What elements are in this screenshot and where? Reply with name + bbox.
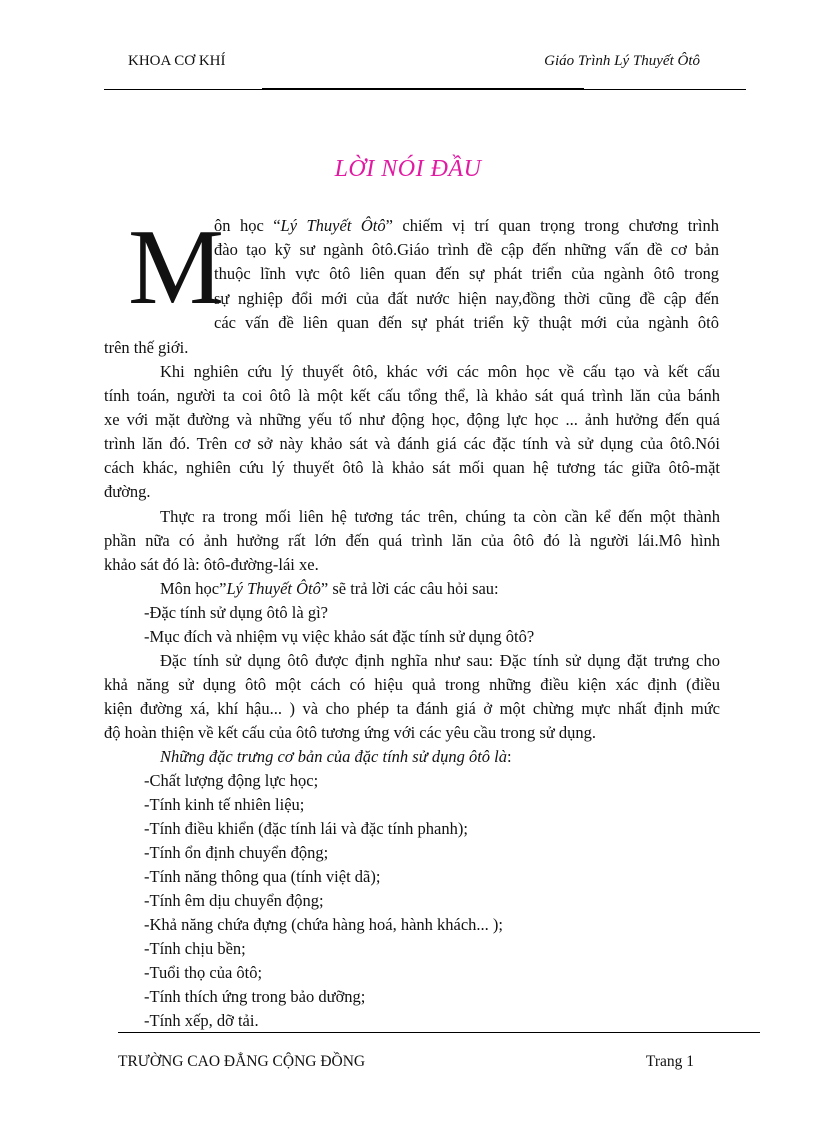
text-run: ” chiếm vị trí quan trọng trong chương trình <box>385 216 719 235</box>
drop-cap: M <box>128 208 225 327</box>
page-number: Trang 1 <box>645 1053 694 1070</box>
list-item: -Khả năng chứa đựng (chứa hàng hoá, hành khách... ); <box>144 915 503 934</box>
list-item: -Tuổi thọ của ôtô; <box>144 963 263 982</box>
footer-school: TRƯỜNG CAO ĐẲNG CỘNG ĐỒNG <box>118 1053 366 1070</box>
intro-line: trên thế giới. <box>104 338 189 357</box>
paragraph-line: Thực ra trong mối liên hệ tương tác trên, chúng ta còn cần kể đến một thành <box>160 507 720 526</box>
course-name: Lý Thuyết Ôtô <box>280 216 386 235</box>
paragraph-line: phần nữa có ảnh hưởng rất lớn đến quá trình lăn của ôtô đó là người lái.Mô hình <box>104 531 720 550</box>
list-item: -Tính chịu bền; <box>144 939 246 958</box>
list-item: -Tính xếp, dỡ tải. <box>144 1011 259 1030</box>
list-item: -Tính ổn định chuyển động; <box>144 843 329 862</box>
list-item: -Tính điều khiển (đặc tính lái và đặc tính phanh); <box>144 819 468 838</box>
intro-line: sự nghiệp đổi mới của đất nước hiện nay,đồng thời cũng đề cập đến <box>214 289 719 308</box>
paragraph-line: Đặc tính sử dụng ôtô được định nghĩa như sau: Đặc tính sử dụng đặt trưng cho <box>160 651 720 670</box>
paragraph-line: xe với mặt đường và những yếu tố như động học, động lực học ... ảnh hưởng đến quá <box>104 410 720 429</box>
list-item: -Tính êm dịu chuyển động; <box>144 891 324 910</box>
question-item: -Mục đích và nhiệm vụ việc khảo sát đặc tính sử dụng ôtô? <box>144 627 535 646</box>
paragraph-line: đường. <box>104 482 151 501</box>
text-run: ôn học “ <box>214 216 281 235</box>
course-name: Lý Thuyết Ôtô <box>226 579 321 598</box>
text-run: Môn học” <box>160 579 227 598</box>
header-department: KHOA CƠ KHÍ <box>128 53 226 69</box>
paragraph-line: cách khác, nghiên cứu lý thuyết ôtô là khảo sát mối quan hệ tương tác giữa ôtô-mặt <box>104 458 720 477</box>
intro-line: đào tạo kỹ sư ngành ôtô.Giáo trình đề cập đến những vấn đề cơ bản <box>214 240 719 259</box>
intro-line: thuộc lĩnh vực ôtô liên quan đến sự phát triển của ngành ôtô trong <box>214 264 719 283</box>
paragraph-line: độ hoàn thiện về kết cấu của ôtô tương ứng với các yêu cầu trong sử dụng. <box>104 723 596 742</box>
paragraph-line: khảo sát đó là: ôtô-đường-lái xe. <box>104 555 319 574</box>
paragraph-line: tính toán, người ta coi ôtô là một kết cấu tổng thể, là khảo sát quá trình lăn của bánh <box>104 386 720 405</box>
header-rule-accent <box>262 88 584 90</box>
intro-line <box>214 216 719 236</box>
question-item: -Đặc tính sử dụng ôtô là gì? <box>144 603 328 622</box>
text-run: ” sẽ trả lời các câu hỏi sau: <box>320 579 499 598</box>
list-item: -Tính kinh tế nhiên liệu; <box>144 795 305 814</box>
list-item: -Chất lượng động lực học; <box>144 771 319 790</box>
text-run: : <box>507 747 512 766</box>
page-title: LỜI NÓI ĐẦU <box>334 156 482 182</box>
paragraph-line: trình lăn đó. Trên cơ sở này khảo sát và đánh giá các đặc tính và sử dụng của ôtô.Nói <box>104 434 720 453</box>
paragraph-line: kiện đường xá, khí hậu... ) và cho phép ta đánh giá ở một chừng mực nhất định mức <box>104 699 720 718</box>
footer-rule <box>118 1032 760 1033</box>
header-book-title: Giáo Trình Lý Thuyết Ôtô <box>544 53 700 69</box>
list-item: -Tính năng thông qua (tính việt dã); <box>144 867 381 886</box>
list-heading-text: Những đặc trưng cơ bản của đặc tính sử dụng ôtô là <box>160 747 507 766</box>
paragraph-line: khả năng sử dụng ôtô một cách có hiệu quả trong những điều kiện xác định (điều <box>104 675 720 694</box>
intro-line: các vấn đề liên quan đến sự phát triển kỹ thuật mới của ngành ôtô <box>214 313 719 332</box>
list-item: -Tính thích ứng trong bảo dưỡng; <box>144 987 366 1006</box>
list-heading <box>160 747 512 767</box>
paragraph-line: Khi nghiên cứu lý thuyết ôtô, khác với các môn học về cấu tạo và kết cấu <box>160 362 720 381</box>
paragraph-line <box>160 579 499 599</box>
